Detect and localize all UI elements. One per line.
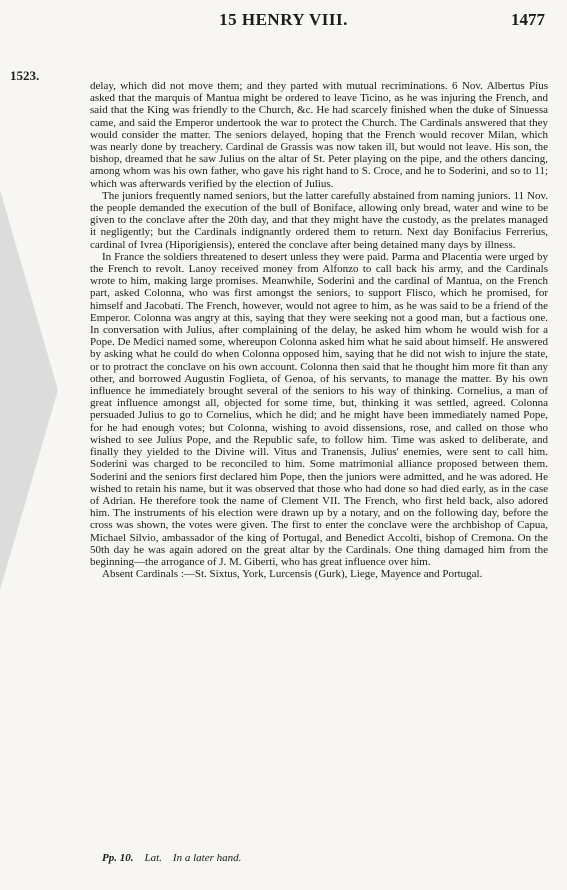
footer-language: Lat.: [144, 852, 162, 864]
footer-note: In a later hand.: [172, 852, 242, 864]
body-text: [90, 80, 548, 580]
document-footer: [102, 852, 241, 864]
paragraph: delay, which did not move them; and they parted with mutual recriminations. 6 Nov. Albertus Pius asked that the marquis of Mantua might be ordered to leave Ticino, as he was injuring the French, and said that the King was friendly to the Church, &c. He had scarcely finished when the duke of Sinuessa came, and said the Emperor undertook the war to protect the Church. The Cardinals answered that they would consider the matter. The seniors delayed, hoping that the French would recover Milan, which was nearly done by treachery. Cardinal de Grassis was now taken ill, but would not leave. His son, the bishop, dreamed that he saw Julius on the altar of St. Peter playing on the pipe, and the others dancing, among whom was his own father, who gave his right hand to S. Croce, and he to Soderini, and so to 11; which was afterwards verified by the election of Julius.: [90, 80, 548, 190]
page-number: 1477: [511, 10, 545, 29]
watermark-diamond: [0, 180, 60, 600]
paragraph: The juniors frequently named seniors, but the latter carefully abstained from naming juniors. 11 Nov. the people demanded the execution of the bull of Boniface, allowing only bread, water and wine to be given to the conclave after the 20th day, and that they might have the custody, as the prelates managed it negligently; but the Cardinals indignantly ordered them to return. Next day Bonifacius Ferrerius, cardinal of Ivrea (Hiporigiensis), entered the conclave after being detained many days by illness.: [90, 189, 548, 251]
page-header: [0, 10, 567, 38]
margin-year: 1523.: [10, 68, 40, 83]
watermark-diamond-shape: [0, 190, 58, 590]
running-head: 15 HENRY VIII.: [219, 10, 348, 29]
footer-pages: Pp. 10.: [102, 852, 134, 864]
paragraph: In France the soldiers threatened to desert unless they were paid. Parma and Placentia were urged by the French to revolt. Lanoy received money from Alfonzo to call back his army, and the Cardinals wrote to him, making large promises. Meanwhile, Soderini and the cardinal of Mantua, on the French part, asked Colonna, who was first amongst the seniors, to support Flisco, which he promised, for himself and Jacobati. The French, however, would not agree to him, as he was said to be a friend of the Emperor. Colonna was angry at this, saying that they were seeking not a good man, but a factious one. In conversation with Julius, after complaining of the delay, he asked him whom he would wish for a Pope. De Medici named some, whereupon Colonna asked him what he said about himself. He answered by asking what he could do when Colonna opposed him, saying that he did not wish to injure the state, or to protract the conclave on his own account. Colonna then said that he thought him more fit than any other, and borrowed Augustin Foglieta, of Genoa, of his servants, to manage the matter. By his own influence he immediately brought several of the seniors to his way of thinking. Cornelius, a man of great influence amongst all, objected for some time, but, thinking it was settled, agreed. Colonna persuaded Julius to go to Cornelius, which he did; and he might have been immediately named Pope, for he had enough votes; but Colonna, wishing to avoid dissensions, rose, and called on those who wished to see Julius Pope, and the Republic safe, to follow him. Time was asked to deliberate, and finally they yielded to the Divine will. Vitus and Tranensis, Julius' enemies, were sent to call him. Soderini was charged to be reconciled to him. Some matrimonial alliance proposed between them. Soderini and the seniors first declared him Pope, then the juniors were admitted, and he was adored. He wished to retain his name, but it was observed that those who had done so had died early, as in the case of Adrian. He therefore took the name of Clement VII. The French, who first held back, also adored him. The instruments of his election were drawn up by a notary, and on the following day, before the cross was shown, the votes were given. The first to enter the conclave were the archbishop of Capua, Michael Silvio, ambassador of the king of Portugal, and Benedict Accolti, bishop of Cremona. On the 50th day he was again adored on the great altar by the Cardinals. One thing damaged him from the beginning—the arrogance of J. M. Giberti, who has great influence over him.: [90, 250, 548, 568]
absent-cardinals-paragraph: Absent Cardinals :—St. Sixtus, York, Lurcensis (Gurk), Liege, Mayence and Portugal.: [102, 568, 483, 581]
